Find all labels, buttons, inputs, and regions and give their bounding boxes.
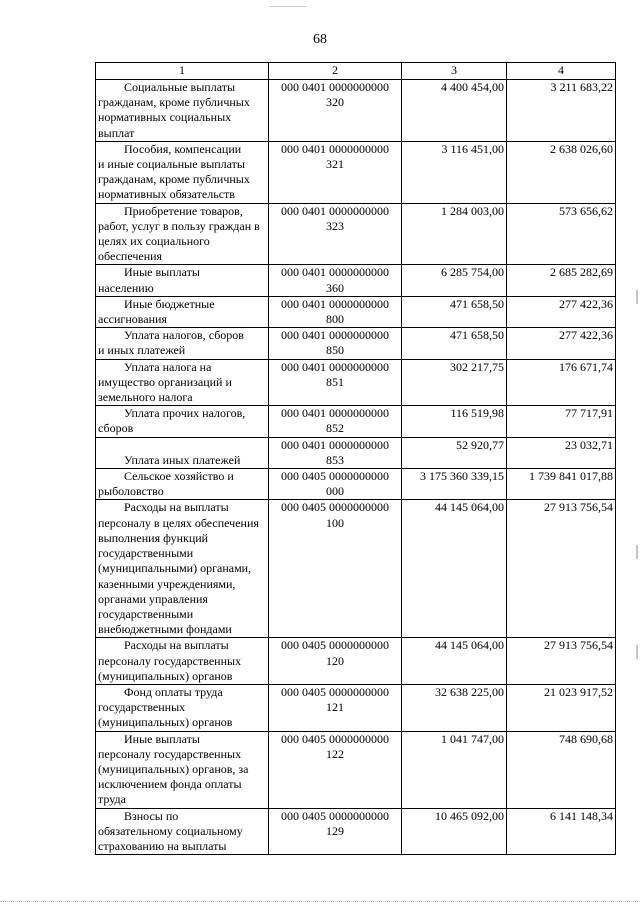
row-name-cell bbox=[96, 80, 269, 142]
row-value-plan: 10 465 092,00 bbox=[402, 808, 507, 855]
table-row bbox=[96, 359, 616, 406]
row-code-cell bbox=[269, 406, 402, 437]
header-col-4: 4 bbox=[507, 63, 616, 80]
row-value-fact: 27 913 756,54 bbox=[507, 500, 616, 638]
row-name-cell bbox=[96, 359, 269, 406]
row-code-line1: 000 0401 0000000000 bbox=[281, 296, 389, 311]
row-name-rest: государственных (муниципальных) органов bbox=[98, 700, 233, 730]
row-name-first: Приобретение товаров, bbox=[124, 203, 243, 218]
header-col-1: 1 bbox=[96, 63, 269, 80]
row-name-cell bbox=[96, 500, 269, 638]
row-code-cell bbox=[269, 684, 402, 731]
table-row bbox=[96, 296, 616, 327]
row-name-cell bbox=[96, 296, 269, 327]
row-name-rest: ассигнования bbox=[98, 312, 167, 327]
row-name-cell bbox=[96, 684, 269, 731]
row-name-cell bbox=[96, 731, 269, 808]
row-name-first: Иные выплаты bbox=[124, 265, 200, 280]
row-name-cell bbox=[96, 265, 269, 296]
row-code-line2: 120 bbox=[326, 653, 344, 668]
row-code-cell bbox=[269, 638, 402, 685]
row-code-cell bbox=[269, 437, 402, 468]
row-value-fact: 21 023 917,52 bbox=[507, 684, 616, 731]
row-code-cell bbox=[269, 469, 402, 500]
row-name-first: Уплата прочих налогов, bbox=[124, 406, 246, 421]
row-value-plan: 52 920,77 bbox=[402, 437, 507, 468]
table-row bbox=[96, 469, 616, 500]
row-name-rest: гражданам, кроме публичных нормативных социальных выплат bbox=[98, 95, 250, 140]
row-name-rest: персоналу государственных (муниципальных) органов, за исключением фонда оплаты труда bbox=[98, 746, 249, 807]
row-value-fact: 27 913 756,54 bbox=[507, 638, 616, 685]
row-code-line2: 122 bbox=[326, 746, 344, 761]
row-name-rest: имущество организаций и земельного налога bbox=[98, 374, 232, 405]
row-code-line2: 800 bbox=[326, 312, 344, 327]
row-code-cell bbox=[269, 296, 402, 327]
row-code-line1: 000 0401 0000000000 bbox=[281, 328, 389, 343]
row-code-line2: 320 bbox=[326, 95, 344, 110]
row-code-line2: 850 bbox=[326, 343, 344, 358]
table-row bbox=[96, 684, 616, 731]
table-header-row bbox=[96, 63, 616, 80]
row-value-fact: 748 690,68 bbox=[507, 731, 616, 808]
row-name-first: Расходы на выплаты bbox=[124, 500, 229, 515]
row-name-cell bbox=[96, 808, 269, 855]
row-code-cell bbox=[269, 359, 402, 406]
row-code-line2: 100 bbox=[326, 515, 344, 530]
budget-table bbox=[95, 62, 616, 855]
row-value-plan: 116 519,98 bbox=[402, 406, 507, 437]
row-value-plan: 44 145 064,00 bbox=[402, 500, 507, 638]
header-col-3: 3 bbox=[402, 63, 507, 80]
row-code-line2: 851 bbox=[326, 374, 344, 389]
row-name-first: Социальные выплаты bbox=[124, 80, 236, 94]
row-code-line1: 000 0405 0000000000 bbox=[281, 684, 389, 699]
table-row bbox=[96, 500, 616, 638]
row-code-line1: 000 0401 0000000000 bbox=[281, 265, 389, 280]
row-code-line2: 360 bbox=[326, 280, 344, 295]
row-code-line1: 000 0405 0000000000 bbox=[281, 500, 389, 515]
row-name-first: Расходы на выплаты bbox=[124, 638, 229, 653]
table-row bbox=[96, 80, 616, 142]
row-code-line1: 000 0401 0000000000 bbox=[281, 141, 389, 156]
row-name-cell bbox=[96, 328, 269, 359]
row-code-line1: 000 0405 0000000000 bbox=[281, 638, 389, 653]
row-value-plan: 44 145 064,00 bbox=[402, 638, 507, 685]
row-code-line1: 000 0405 0000000000 bbox=[281, 469, 389, 484]
row-name-rest: и иные социальные выплаты гражданам, кроме публичных нормативных обязательств bbox=[98, 157, 250, 202]
row-name-rest: персоналу в целях обеспечения выполнения функций государственными (муниципальными) органами, казенными учреждениями, органами управления государственными внебюджетными фондами bbox=[98, 515, 259, 637]
row-code-cell bbox=[269, 80, 402, 142]
row-code-line1: 000 0405 0000000000 bbox=[281, 731, 389, 746]
row-name-cell bbox=[96, 469, 269, 500]
row-name-cell bbox=[96, 141, 269, 203]
table-row bbox=[96, 731, 616, 808]
row-code-cell bbox=[269, 328, 402, 359]
row-code-cell bbox=[269, 731, 402, 808]
row-name-rest: рыболовство bbox=[98, 484, 164, 499]
row-code-line1: 000 0401 0000000000 bbox=[281, 80, 389, 94]
row-name-first: Взносы по bbox=[124, 808, 179, 823]
row-value-fact: 77 717,91 bbox=[507, 406, 616, 437]
page-number: 68 bbox=[313, 32, 327, 47]
row-name-first: Пособия, компенсации bbox=[124, 141, 242, 156]
row-code-cell bbox=[269, 203, 402, 265]
row-value-fact: 6 141 148,34 bbox=[507, 808, 616, 855]
row-code-line2: 121 bbox=[326, 700, 344, 715]
row-name-first: Уплата налогов, сборов bbox=[124, 328, 244, 343]
row-value-fact: 23 032,71 bbox=[507, 437, 616, 468]
table-row bbox=[96, 808, 616, 855]
header-col-2: 2 bbox=[269, 63, 402, 80]
table-row bbox=[96, 638, 616, 685]
row-name-first: Иные выплаты bbox=[124, 731, 200, 746]
row-name-rest: сборов bbox=[98, 421, 134, 436]
row-name-first: Иные бюджетные bbox=[124, 296, 215, 311]
row-name-rest: обязательному социальному страхованию на выплаты bbox=[98, 823, 243, 853]
table-row bbox=[96, 406, 616, 437]
row-code-line2: 321 bbox=[326, 157, 344, 172]
row-code-line1: 000 0405 0000000000 bbox=[281, 808, 389, 823]
row-value-fact: 2 638 026,60 bbox=[507, 141, 616, 203]
row-value-fact: 2 685 282,69 bbox=[507, 265, 616, 296]
margin-mark bbox=[636, 645, 638, 659]
row-value-plan: 3 175 360 339,15 bbox=[402, 469, 507, 500]
row-code-line2: 853 bbox=[326, 452, 344, 467]
table-row bbox=[96, 141, 616, 203]
table-row bbox=[96, 265, 616, 296]
row-name-cell bbox=[96, 437, 269, 468]
table-row bbox=[96, 328, 616, 359]
row-name-first: Уплата иных платежей bbox=[124, 452, 241, 467]
page-edge bbox=[0, 901, 640, 905]
row-name-cell bbox=[96, 406, 269, 437]
row-name-rest: работ, услуг в пользу граждан в целях их социального обеспечения bbox=[98, 218, 260, 264]
row-value-fact: 573 656,62 bbox=[507, 203, 616, 265]
row-name-first: Уплата налога на bbox=[124, 359, 212, 374]
row-code-cell bbox=[269, 265, 402, 296]
row-value-plan: 471 658,50 bbox=[402, 328, 507, 359]
table-row bbox=[96, 203, 616, 265]
row-value-plan: 32 638 225,00 bbox=[402, 684, 507, 731]
row-name-cell bbox=[96, 638, 269, 685]
row-value-fact: 277 422,36 bbox=[507, 328, 616, 359]
row-name-first: Сельское хозяйство и bbox=[124, 469, 234, 484]
row-value-fact: 3 211 683,22 bbox=[507, 80, 616, 142]
row-value-plan: 3 116 451,00 bbox=[402, 141, 507, 203]
row-code-line1: 000 0401 0000000000 bbox=[281, 406, 389, 421]
row-value-plan: 6 285 754,00 bbox=[402, 265, 507, 296]
row-code-line1: 000 0401 0000000000 bbox=[281, 359, 389, 374]
table-row bbox=[96, 437, 616, 468]
row-value-plan: 1 041 747,00 bbox=[402, 731, 507, 808]
row-name-rest: и иных платежей bbox=[98, 343, 186, 358]
row-name-first: Фонд оплаты труда bbox=[124, 684, 223, 699]
row-code-line2: 852 bbox=[326, 421, 344, 436]
margin-mark bbox=[636, 545, 638, 559]
row-value-fact: 176 671,74 bbox=[507, 359, 616, 406]
row-code-cell bbox=[269, 141, 402, 203]
margin-mark bbox=[636, 290, 638, 304]
scan-artifact bbox=[270, 0, 306, 7]
row-code-cell bbox=[269, 500, 402, 638]
row-code-line1: 000 0401 0000000000 bbox=[281, 437, 389, 452]
row-code-line2: 000 bbox=[326, 484, 344, 499]
row-code-line1: 000 0401 0000000000 bbox=[281, 203, 389, 218]
row-value-fact: 277 422,36 bbox=[507, 296, 616, 327]
row-name-rest: населению bbox=[98, 280, 154, 295]
row-code-cell bbox=[269, 808, 402, 855]
row-value-plan: 1 284 003,00 bbox=[402, 203, 507, 265]
row-value-plan: 4 400 454,00 bbox=[402, 80, 507, 142]
row-name-rest: персоналу государственных (муниципальных) органов bbox=[98, 653, 242, 683]
row-value-plan: 302 217,75 bbox=[402, 359, 507, 406]
row-name-cell bbox=[96, 203, 269, 265]
row-value-plan: 471 658,50 bbox=[402, 296, 507, 327]
row-code-line2: 323 bbox=[326, 218, 344, 233]
budget-table-body bbox=[96, 63, 616, 855]
row-code-line2: 129 bbox=[326, 823, 344, 838]
row-value-fact: 1 739 841 017,88 bbox=[507, 469, 616, 500]
